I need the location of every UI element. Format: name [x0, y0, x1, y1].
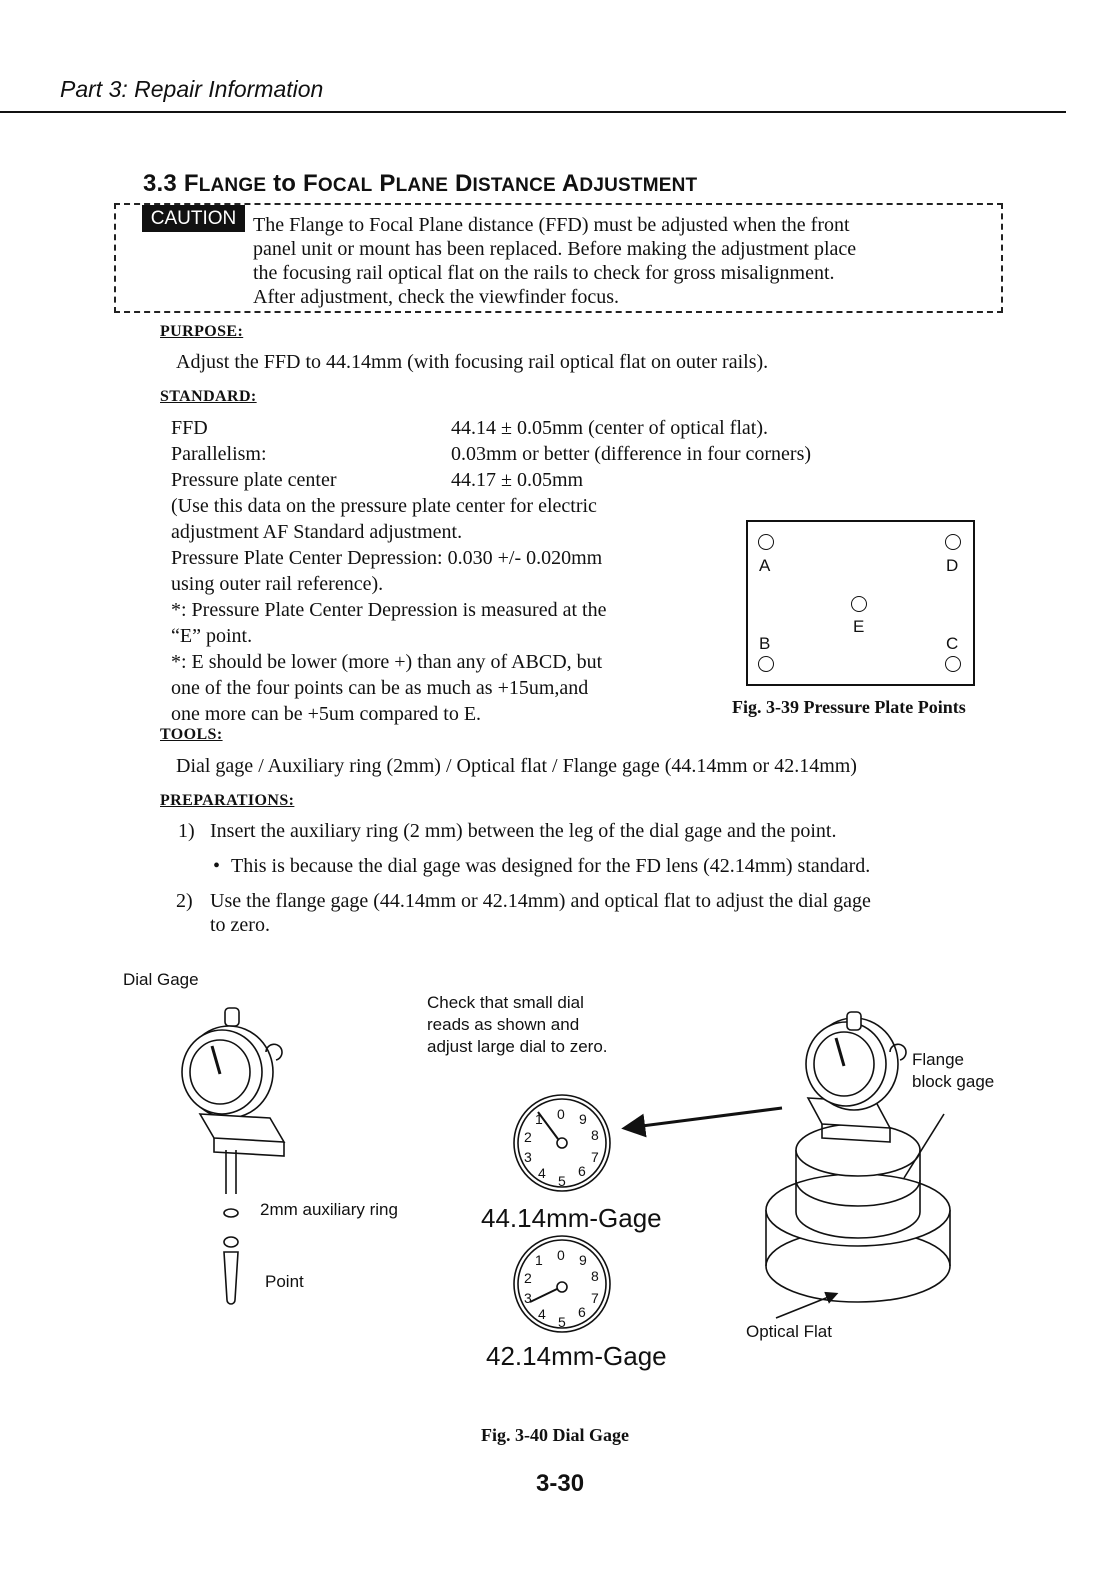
- standard-note: (Use this data on the pressure plate center for electric: [171, 495, 597, 517]
- step-2-text: Use the flange gage (44.14mm or 42.14mm) and optical flat to adjust the dial gage: [210, 890, 871, 912]
- flange-label-line: Flange: [912, 1050, 964, 1069]
- dial-42-digit: 5: [558, 1314, 566, 1330]
- standard-note: one more can be +5um compared to E.: [171, 703, 482, 725]
- dial-44-digit: 3: [524, 1149, 532, 1165]
- standard-heading: STANDARD:: [160, 388, 257, 405]
- dial-44-digit: 1: [535, 1111, 543, 1127]
- step-number: 2): [176, 890, 193, 912]
- left-dial-gage-drawing: [182, 1008, 284, 1304]
- dial-44-digit: 2: [524, 1129, 532, 1145]
- point-e-label: E: [853, 617, 865, 636]
- dial-42-digit: 9: [579, 1252, 587, 1268]
- check-note-line: reads as shown and: [427, 1015, 580, 1034]
- dial-44-digit: 9: [579, 1111, 587, 1127]
- dial-42-digit: 7: [591, 1290, 599, 1306]
- gage-44-label: 44.14mm-Gage: [481, 1203, 662, 1233]
- purpose-text: Adjust the FFD to 44.14mm (with focusing rail optical flat on outer rails).: [176, 351, 769, 373]
- dial-42-digit: 4: [538, 1306, 546, 1322]
- standard-note: *: E should be lower (more +) than any of ABCD, but: [171, 651, 603, 673]
- standard-note: Pressure Plate Center Depression: 0.030 +/- 0.020mm: [171, 547, 603, 569]
- ring-label: 2mm auxiliary ring: [260, 1200, 398, 1219]
- standard-note: one of the four points can be as much as +15um,and: [171, 677, 589, 699]
- dial-44-digit: 5: [558, 1173, 566, 1189]
- running-header: Part 3: Repair Information: [60, 76, 324, 102]
- dial-44-digit: 0: [557, 1106, 565, 1122]
- page-number: 3-30: [536, 1470, 585, 1497]
- step-1-text: Insert the auxiliary ring (2 mm) between the leg of the dial gage and the point.: [210, 820, 837, 842]
- caution-line: The Flange to Focal Plane distance (FFD) must be adjusted when the front: [253, 214, 850, 236]
- standard-value-pressure-plate: 44.17 ± 0.05mm: [451, 469, 584, 491]
- standard-note: “E” point.: [171, 625, 253, 647]
- caution-badge: CAUTION: [142, 205, 245, 232]
- purpose-heading: PURPOSE:: [160, 323, 244, 340]
- bullet-dot: •: [213, 855, 221, 877]
- caution-line: panel unit or mount has been replaced. Before making the adjustment place: [253, 238, 857, 260]
- dial-42-digit: 6: [578, 1304, 586, 1320]
- dial-42-digit: 0: [557, 1247, 565, 1263]
- section-title: 3.3 FLANGE to FOCAL PLANE DISTANCE ADJUSTMENT: [143, 170, 698, 197]
- caution-line: After adjustment, check the viewfinder focus.: [253, 286, 619, 308]
- dial-gage-label: Dial Gage: [123, 970, 199, 989]
- standard-label-parallelism: Parallelism:: [171, 443, 267, 465]
- point-b-label: B: [759, 634, 771, 653]
- fig39-caption: Fig. 3-39 Pressure Plate Points: [732, 697, 966, 717]
- standard-value-ffd: 44.14 ± 0.05mm (center of optical flat).: [451, 417, 768, 439]
- dial-42-digit: 8: [591, 1268, 599, 1284]
- point-d-label: D: [946, 556, 959, 575]
- dial-44-digit: 4: [538, 1165, 546, 1181]
- standard-label-pressure-plate: Pressure plate center: [171, 469, 337, 491]
- dial-42-digit: 2: [524, 1270, 532, 1286]
- standard-label-ffd: FFD: [171, 417, 208, 439]
- dial-42-digit: 1: [535, 1252, 543, 1268]
- standard-value-parallelism: 0.03mm or better (difference in four corners): [451, 443, 812, 465]
- flange-label-line: block gage: [912, 1072, 995, 1091]
- bullet-text: This is because the dial gage was designed for the FD lens (42.14mm) standard.: [231, 855, 871, 877]
- dial-42-digit: 3: [524, 1290, 532, 1306]
- tools-text: Dial gage / Auxiliary ring (2mm) / Optical flat / Flange gage (44.14mm or 42.14mm): [176, 755, 857, 777]
- dial-44-digit: 6: [578, 1163, 586, 1179]
- preparations-heading: PREPARATIONS:: [160, 792, 295, 809]
- point-c-label: C: [946, 634, 959, 653]
- standard-note: adjustment AF Standard adjustment.: [171, 521, 463, 543]
- optical-flat-label: Optical Flat: [746, 1322, 832, 1341]
- step-2-text-cont: to zero.: [210, 914, 270, 936]
- fig40-caption: Fig. 3-40 Dial Gage: [481, 1425, 629, 1445]
- gage-42-label: 42.14mm-Gage: [486, 1341, 667, 1371]
- standard-note: *: Pressure Plate Center Depression is measured at the: [171, 599, 607, 621]
- check-note-line: Check that small dial: [427, 993, 584, 1012]
- right-gage-drawing: [766, 1012, 950, 1318]
- point-label: Point: [265, 1272, 304, 1291]
- caution-line: the focusing rail optical flat on the rails to check for gross misalignment.: [253, 262, 835, 284]
- point-a-label: A: [759, 556, 771, 575]
- tools-heading: TOOLS:: [160, 726, 223, 743]
- step-number: 1): [178, 820, 195, 842]
- check-note-line: adjust large dial to zero.: [427, 1037, 608, 1056]
- standard-note: using outer rail reference).: [171, 573, 384, 595]
- dial-44-digit: 8: [591, 1127, 599, 1143]
- dial-44-digit: 7: [591, 1149, 599, 1165]
